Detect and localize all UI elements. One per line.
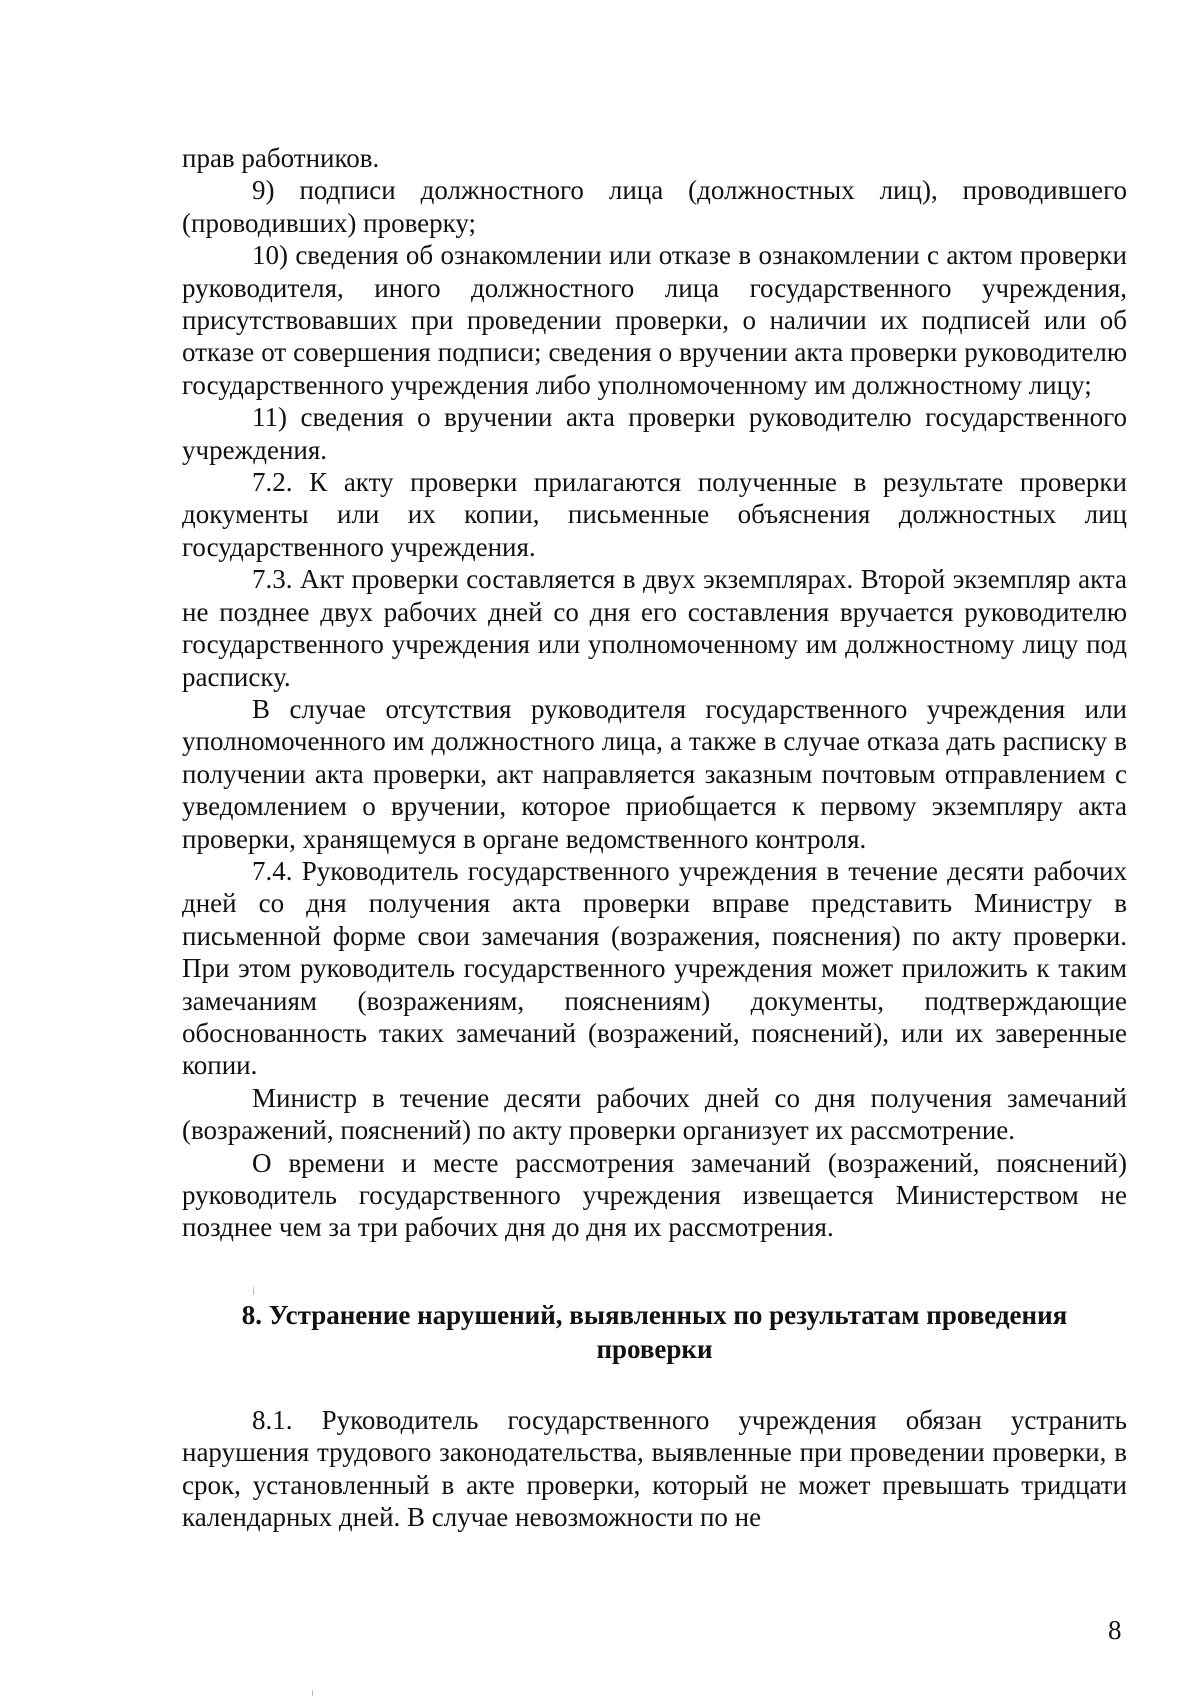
scan-artifact-mark	[253, 1287, 254, 1295]
clause-8-1: 8.1. Руководитель государственного учреждения обязан устранить нарушения трудового законодательства, выявленные при проведении проверки, в срок, установленный в акте проверки, который не может превышать тридцати календарных дней. В случае невозможности по не	[182, 1404, 1127, 1533]
section-8-heading	[182, 1298, 1127, 1366]
clause-7-4-paragraph-2: Министр в течение десяти рабочих дней со дня получения замечаний (возражений, пояснений) по акту проверки организует их рассмотрение.	[182, 1082, 1127, 1146]
paragraph-continued: прав работников.	[182, 143, 380, 173]
clause-7-4: 7.4. Руководитель государственного учреждения в течение десяти рабочих дней со дня получения акта проверки вправе представить Министру в письменной форме свои замечания (возражения, пояснения) по акту проверки. При этом руководитель государственного учреждения может приложить к таким замечаниям (возражениям, пояснениям) документы, подтверждающие обоснованность таких замечаний (возражений, пояснений), или их заверенные копии.	[182, 855, 1127, 1081]
list-item-10: 10) сведения об ознакомлении или отказе в ознакомлении с актом проверки руководителя, иного должностного лица государственного учреждения, присутствовавших при проведении проверки, о наличии их подписей или об отказе от совершения подписи; сведения о вручении акта проверки руководителю государственного учреждения либо уполномоченному им должностному лицу;	[182, 240, 1127, 400]
scan-artifact-mark	[312, 1690, 313, 1696]
section-8-heading-line-1: 8. Устранение нарушений, выявленных по результатам проведения	[241, 1299, 1068, 1330]
page-number: 8	[1108, 1615, 1122, 1645]
document-body	[182, 142, 1127, 1533]
clause-7-3: 7.3. Акт проверки составляется в двух экземплярах. Второй экземпляр акта не позднее двух рабочих дней со дня его составления вручается руководителю государственного учреждения или уполномоченному им должностному лицу под расписку.	[182, 564, 1127, 692]
clause-7-4-paragraph-3: О времени и месте рассмотрения замечаний (возражений, пояснений) руководитель государственного учреждения извещается Министерством не позднее чем за три рабочих дня до дня их рассмотрения.	[182, 1147, 1127, 1243]
clause-7-3-paragraph-2: В случае отсутствия руководителя государственного учреждения или уполномоченного им должностного лица, а также в случае отказа дать расписку в получении акта проверки, акт направляется заказным почтовым отправлением с уведомлением о вручении, которое приобщается к первому экземпляру акта проверки, хранящемуся в органе ведомственного контроля.	[182, 693, 1127, 854]
list-item-11: 11) сведения о вручении акта проверки руководителю государственного учреждения.	[182, 402, 1127, 465]
list-item-9: 9) подписи должностного лица (должностных лиц), проводившего (проводивших) проверку;	[182, 175, 1127, 238]
section-8-heading-line-2: проверки	[596, 1333, 713, 1364]
clause-7-2: 7.2. К акту проверки прилагаются полученные в результате проверки документы или их копии, письменные объяснения должностных лиц государственного учреждения.	[182, 467, 1127, 562]
